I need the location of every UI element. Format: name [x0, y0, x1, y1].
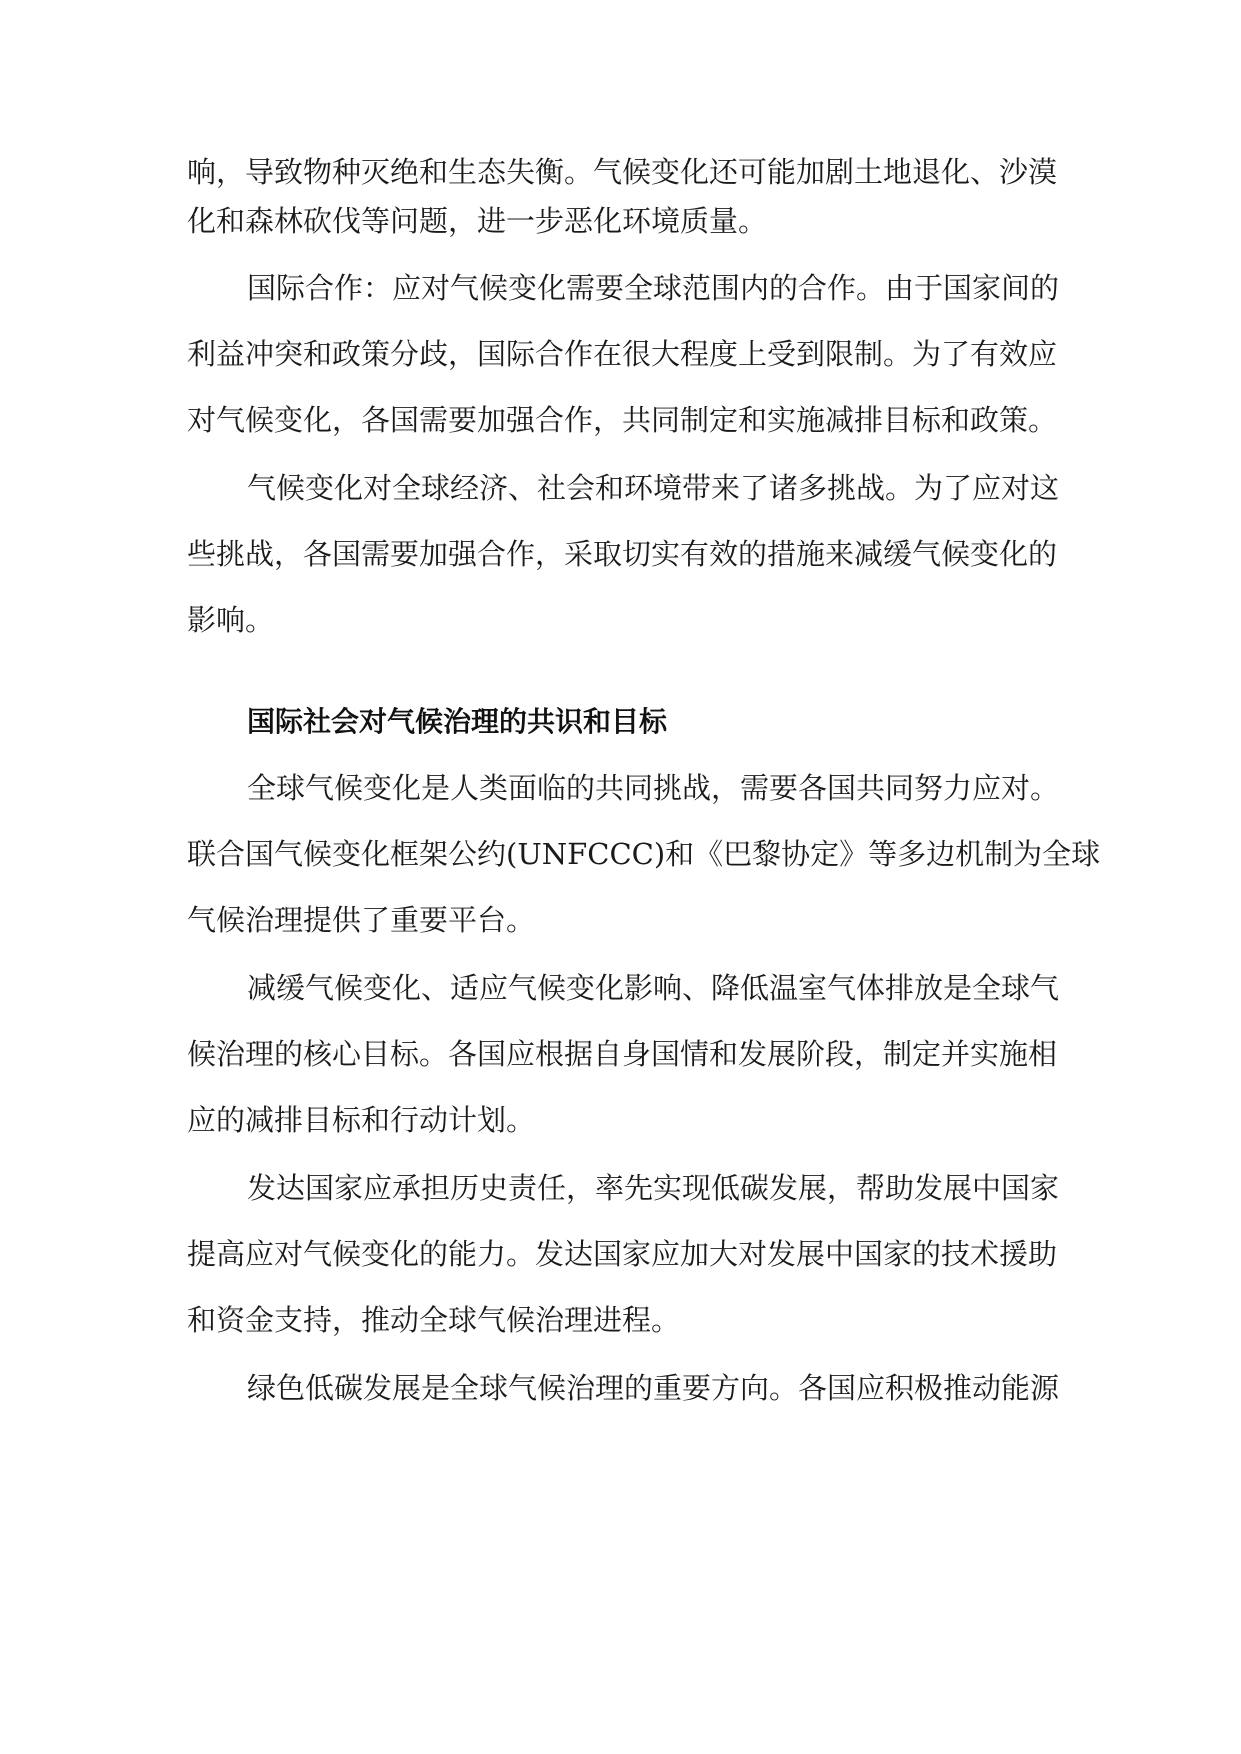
text-line: 联合国气候变化框架公约(UNFCCC)和《巴黎协定》等多边机制为全球 — [187, 837, 1101, 871]
text-line: 气候治理提供了重要平台。 — [187, 903, 536, 937]
text-line: 全球气候变化是人类面临的共同挑战，需要各国共同努力应对。 — [247, 771, 1060, 805]
text-line: 候治理的核心目标。各国应根据自身国情和发展阶段，制定并实施相 — [187, 1037, 1058, 1071]
text-line: 响，导致物种灭绝和生态失衡。气候变化还可能加剧土地退化、沙漠 — [187, 155, 1058, 189]
text-line: 和资金支持，推动全球气候治理进程。 — [187, 1303, 681, 1337]
text-line: 减缓气候变化、适应气候变化影响、降低温室气体排放是全球气 — [247, 971, 1060, 1005]
text-line: 提高应对气候变化的能力。发达国家应加大对发展中国家的技术援助 — [187, 1237, 1058, 1271]
section-heading: 国际社会对气候治理的共识和目标 — [247, 705, 668, 738]
text-line: 气候变化对全球经济、社会和环境带来了诸多挑战。为了应对这 — [247, 471, 1060, 505]
text-line: 绿色低碳发展是全球气候治理的重要方向。各国应积极推动能源 — [247, 1371, 1060, 1405]
text-line: 利益冲突和政策分歧，国际合作在很大程度上受到限制。为了有效应 — [187, 337, 1058, 371]
text-line: 发达国家应承担历史责任，率先实现低碳发展，帮助发展中国家 — [247, 1171, 1060, 1205]
text-line: 些挑战，各国需要加强合作，采取切实有效的措施来减缓气候变化的 — [187, 537, 1058, 571]
text-line: 国际合作：应对气候变化需要全球范围内的合作。由于国家间的 — [247, 271, 1060, 305]
text-line: 影响。 — [187, 603, 275, 637]
text-line: 化和森林砍伐等问题，进一步恶化环境质量。 — [187, 204, 768, 238]
text-line: 对气候变化，各国需要加强合作，共同制定和实施减排目标和政策。 — [187, 403, 1058, 437]
text-line: 应的减排目标和行动计划。 — [187, 1103, 536, 1137]
